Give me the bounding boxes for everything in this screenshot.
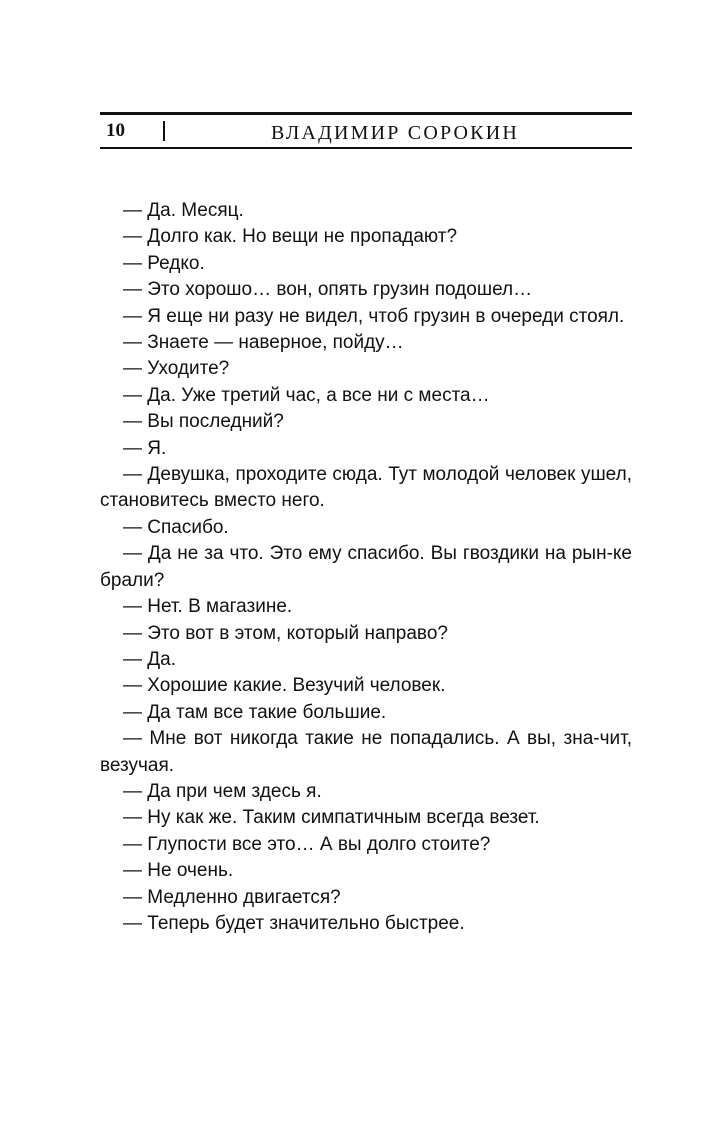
header-bottom-rule [100, 147, 632, 149]
paragraph: — Да. Месяц. [123, 200, 244, 221]
paragraph: — Да при чем здесь я. [123, 780, 322, 802]
paragraph: — Нет. В магазине. [123, 596, 293, 618]
paragraph: — Теперь будет значительно быстрее. [123, 912, 465, 934]
page-number: 10 [106, 120, 125, 141]
paragraph: — Я. [123, 437, 167, 459]
body-text [100, 198, 632, 937]
paragraph: — Медленно двигается? [123, 886, 341, 908]
paragraph: — Уходите? [123, 358, 230, 380]
paragraph: — Знаете — наверное, пойду… [123, 332, 404, 354]
paragraph: — Да там все такие большие. [123, 701, 387, 723]
paragraph: — Долго как. Но вещи не пропадают? [123, 226, 458, 248]
paragraph: — Глупости все это… А вы долго стоите? [123, 833, 491, 855]
paragraph: — Я еще ни разу не видел, чтоб грузин в очереди стоял. [123, 305, 625, 327]
paragraph: — Да. Уже третий час, а все ни с места… [123, 384, 490, 406]
paragraph: — Хорошие какие. Везучий человек. [123, 675, 446, 697]
paragraph: — Это хорошо… вон, опять грузин подошел… [123, 279, 533, 301]
paragraph: — Вы последний? [123, 411, 284, 433]
paragraph: — Мне вот никогда такие не попадались. А вы, зна-чит, везучая. [100, 728, 632, 776]
paragraph: — Ну как же. Таким симпатичным всегда везет. [123, 807, 540, 829]
paragraph: — Да. [123, 648, 176, 670]
running-head: ВЛАДИМИР СОРОКИН [270, 122, 520, 144]
paragraph: — Девушка, проходите сюда. Тут молодой человек ушел, становитесь вместо него. [100, 464, 632, 512]
header-separator [163, 121, 165, 141]
header-top-rule [100, 112, 632, 115]
paragraph: — Это вот в этом, который направо? [123, 622, 448, 644]
paragraph: — Да не за что. Это ему спасибо. Вы гвоздики на рын-ке брали? [100, 543, 632, 591]
paragraph: — Редко. [123, 252, 205, 274]
paragraph: — Спасибо. [123, 516, 229, 538]
paragraph: — Не очень. [123, 860, 234, 882]
